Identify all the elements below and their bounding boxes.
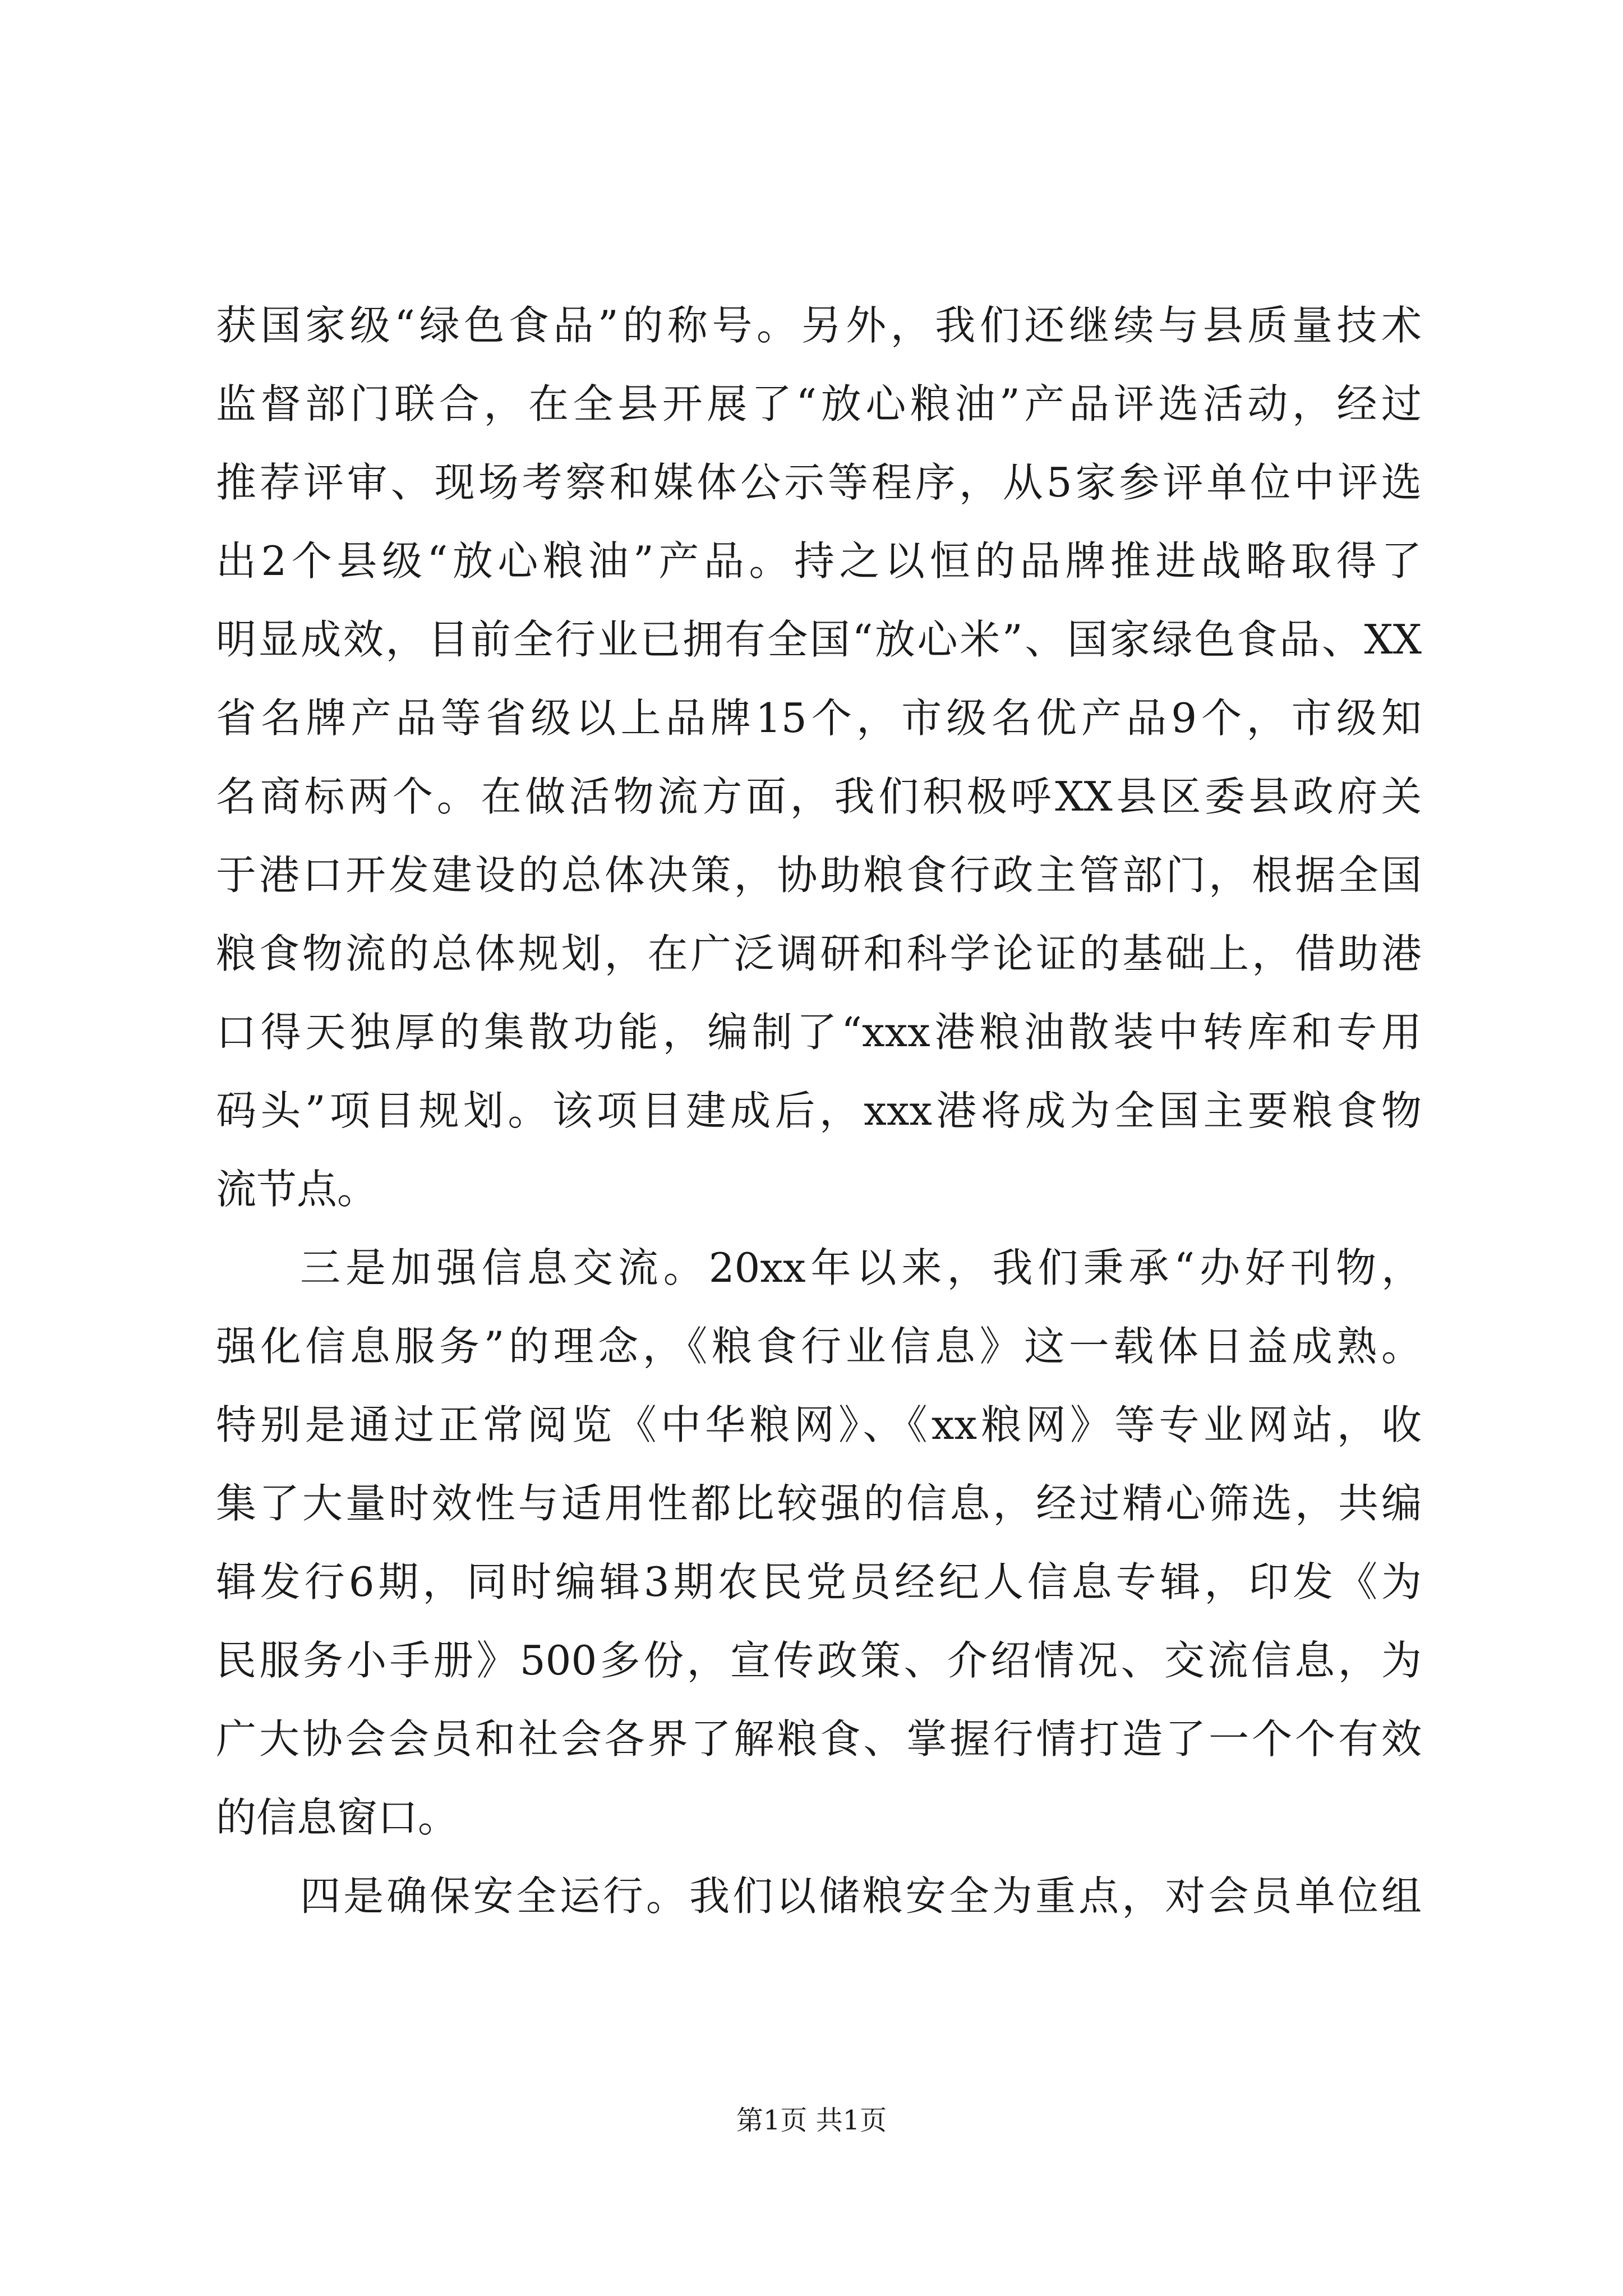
text-line: 民服务小手册》500多份，宣传政策、介绍情况、交流信息，为 <box>216 1637 1422 1684</box>
text-line: 广大协会会员和社会各界了解粮食、掌握行情打造了一个个有效 <box>216 1715 1422 1763</box>
text-line: 明显成效，目前全行业已拥有全国“放心米”、国家绿色食品、XX <box>216 616 1422 663</box>
paragraph-start-line: 三是加强信息交流。20xx年以来，我们秉承“办好刊物， <box>300 1244 1422 1291</box>
text-line: 流节点。 <box>216 1166 378 1213</box>
text-line: 推荐评审、现场考察和媒体公示等程序，从5家参评单位中评选 <box>216 459 1422 506</box>
text-line: 特别是通过正常阅览《中华粮网》、《xx粮网》等专业网站，收 <box>216 1401 1422 1448</box>
text-line: 名商标两个。在做活物流方面，我们积极呼XX县区委县政府关 <box>216 773 1422 820</box>
text-line: 口得天独厚的集散功能，编制了“xxx港粮油散装中转库和专用 <box>216 1009 1422 1056</box>
text-line: 出2个县级“放心粮油”产品。持之以恒的品牌推进战略取得了 <box>216 537 1422 585</box>
text-line: 强化信息服务”的理念，《粮食行业信息》这一载体日益成熟。 <box>216 1323 1422 1370</box>
paragraph-start-line: 四是确保安全运行。我们以储粮安全为重点，对会员单位组 <box>300 1872 1422 1920</box>
text-line: 辑发行6期，同时编辑3期农民党员经纪人信息专辑，印发《为 <box>216 1558 1422 1605</box>
text-line: 于港口开发建设的总体决策，协助粮食行政主管部门，根据全国 <box>216 852 1422 899</box>
text-line: 的信息窗口。 <box>216 1794 459 1841</box>
page-footer: 第1页 共1页 <box>736 2105 887 2136</box>
text-line: 码头”项目规划。该项目建成后，xxx港将成为全国主要粮食物 <box>216 1087 1422 1134</box>
text-line: 省名牌产品等省级以上品牌15个，市级名优产品9个，市级知 <box>216 694 1422 742</box>
text-line: 集了大量时效性与适用性都比较强的信息，经过精心筛选，共编 <box>216 1480 1422 1527</box>
text-line: 粮食物流的总体规划，在广泛调研和科学论证的基础上，借助港 <box>216 930 1422 977</box>
text-line: 监督部门联合，在全县开展了“放心粮油”产品评选活动，经过 <box>216 380 1422 427</box>
text-line: 获国家级“绿色食品”的称号。另外，我们还继续与县质量技术 <box>216 302 1422 349</box>
